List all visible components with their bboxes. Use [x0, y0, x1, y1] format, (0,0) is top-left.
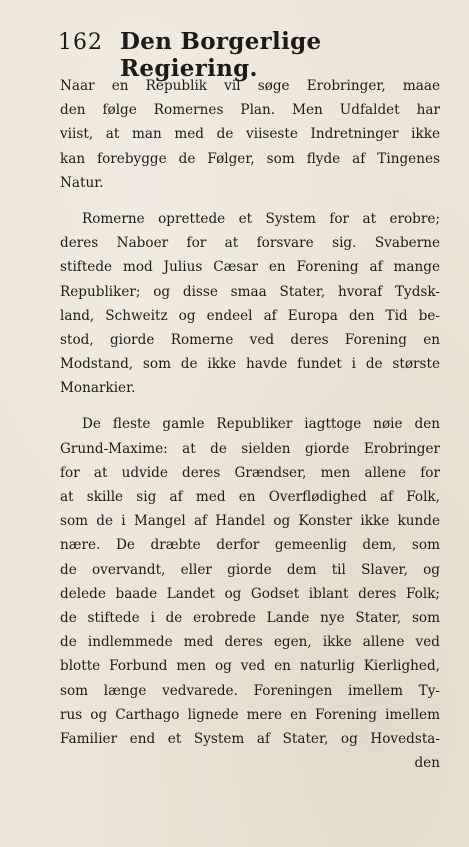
text-line: Monarkier. — [60, 380, 136, 397]
text-line: Naar en Republik vil søge Erobringer, maae — [60, 78, 440, 94]
text-line: Modstand, som de ikke havde fundet i de største — [60, 356, 440, 373]
text-line: stiftede mod Julius Cæsar en Forening af mange — [60, 259, 440, 276]
text-line: De fleste gamle Republiker iagttoge nøie den — [82, 416, 440, 433]
paragraph-1 — [60, 74, 440, 195]
text-line: Republiker; og disse smaa Stater, hvoraf Tydsk- — [60, 283, 440, 300]
text-line: for at udvide deres Grændser, men allene for — [60, 464, 440, 481]
body-text — [60, 74, 440, 775]
text-line: nære. De dræbte derfor gemeenlig dem, som — [60, 537, 440, 554]
text-line: deres Naboer for at forsvare sig. Svaberne — [60, 235, 440, 252]
catchword: den — [414, 755, 440, 772]
text-line: de indlemmede med deres egen, ikke allene ved — [60, 634, 440, 651]
text-line: de stiftede i de erobrede Lande nye Stater, som — [60, 609, 440, 626]
text-line: viist, at man med de viiseste Indretninger ikke — [60, 126, 440, 143]
text-line: Romerne oprettede et System for at erobre; — [82, 210, 440, 227]
text-line: Natur. — [60, 174, 104, 191]
text-line: kan forebygge de Følger, som flyde af Tingenes — [60, 150, 440, 167]
text-line: land, Schweitz og endeel af Europa den Tid be- — [60, 307, 440, 324]
text-line: Familier end et System af Stater, og Hovedsta- — [60, 730, 440, 747]
page-number: 162 — [58, 30, 103, 55]
text-line: den følge Romernes Plan. Men Udfaldet har — [60, 102, 440, 119]
text-line: delede baade Landet og Godset iblant deres Folk; — [60, 585, 440, 602]
running-head: Den Borgerlige Regiering. — [120, 28, 322, 82]
page-header — [58, 22, 458, 82]
paragraph-3 — [60, 412, 440, 775]
paragraph-2 — [60, 207, 440, 401]
text-line: rus og Carthago lignede mere en Forening imellem — [60, 706, 440, 723]
text-line: Grund-Maxime: at de sielden giorde Erobringer — [60, 440, 440, 457]
text-line: som længe vedvarede. Foreningen imellem Ty- — [60, 682, 440, 699]
text-line: at skille sig af med en Overflødighed af Folk, — [60, 489, 440, 505]
text-line: som de i Mangel af Handel og Konster ikke kunde — [60, 513, 440, 530]
text-line: blotte Forbund men og ved en naturlig Kierlighed, — [60, 658, 440, 675]
text-line: de overvandt, eller giorde dem til Slaver, og — [60, 561, 440, 578]
text-line: stod, giorde Romerne ved deres Forening en — [60, 331, 440, 348]
